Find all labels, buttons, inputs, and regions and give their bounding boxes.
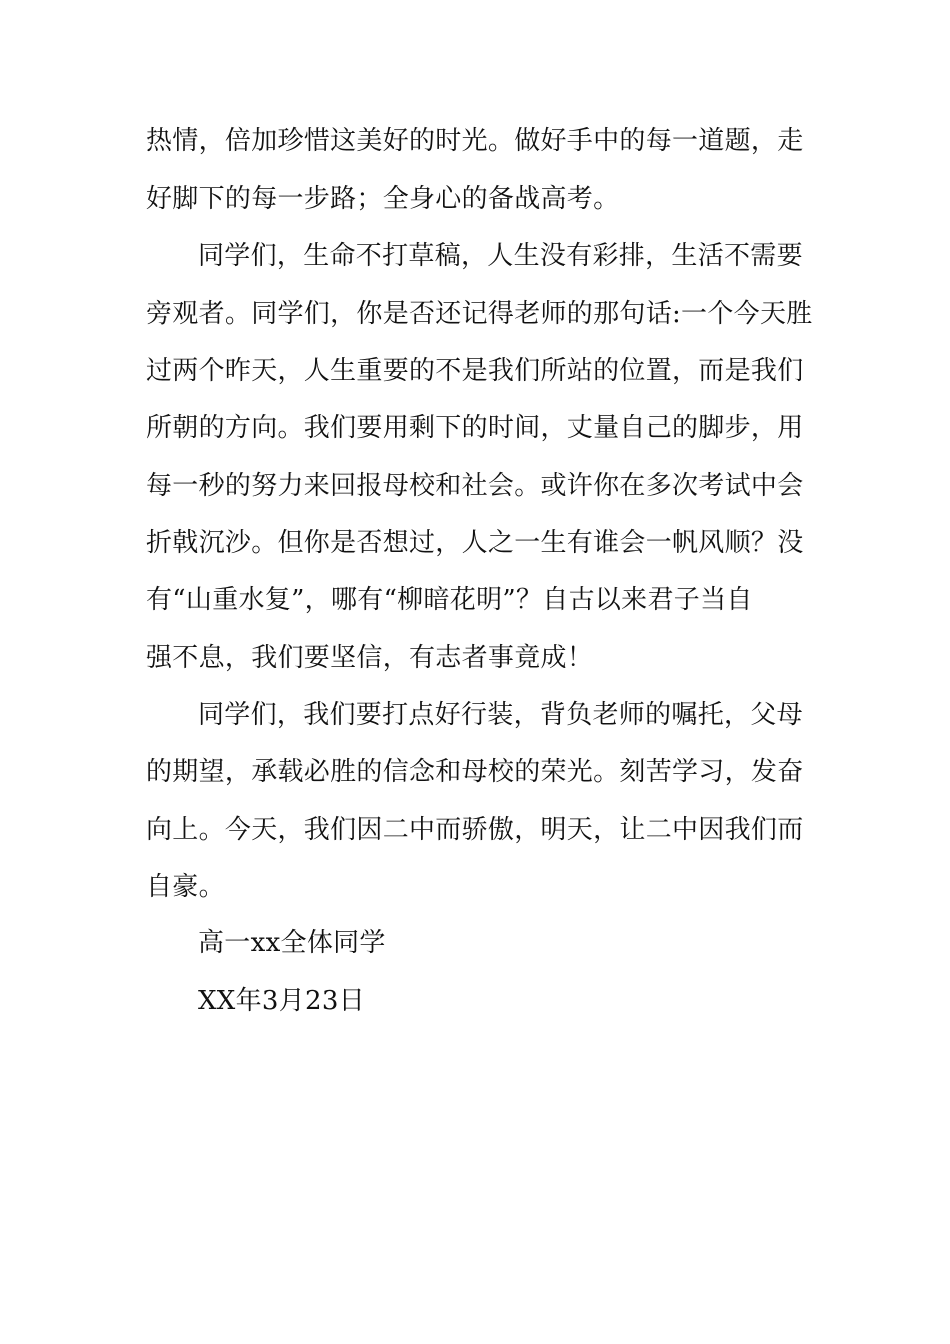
paragraph-line: 向上。今天，我们因二中而骄傲，明天，让二中因我们而: [146, 815, 804, 845]
paragraph-line: 好脚下的每一步路；全身心的备战高考。: [146, 184, 620, 214]
paragraph-line: 每一秒的努力来回报母校和社会。或许你在多次考试中会: [146, 471, 804, 501]
paragraph-line: 有“山重水复”，哪有“柳暗花明”？自古以来君子当自: [146, 585, 753, 615]
paragraph-line: 过两个昨天，人生重要的不是我们所站的位置，而是我们: [146, 356, 804, 386]
paragraph-line: 所朝的方向。我们要用剩下的时间，丈量自己的脚步，用: [146, 413, 804, 443]
signature: 高一xx全体同学: [198, 928, 386, 958]
paragraph-line: 同学们，生命不打草稿，人生没有彩排，生活不需要: [198, 241, 803, 271]
date: XX年3月23日: [198, 986, 366, 1016]
paragraph-line: 自豪。: [146, 872, 225, 902]
paragraph-line: 折戟沉沙。但你是否想过，人之一生有谁会一帆风顺？没: [146, 528, 804, 558]
paragraph-line: 的期望，承载必胜的信念和母校的荣光。刻苦学习，发奋: [146, 757, 804, 787]
paragraph-line: 同学们，我们要打点好行装，背负老师的嘱托，父母: [198, 700, 803, 730]
paragraph-line: 旁观者。同学们，你是否还记得老师的那句话:一个今天胜: [146, 299, 813, 329]
paragraph-line: 强不息，我们要坚信，有志者事竟成！: [146, 643, 594, 673]
paragraph-line: 热情，倍加珍惜这美好的时光。做好手中的每一道题，走: [146, 126, 804, 156]
